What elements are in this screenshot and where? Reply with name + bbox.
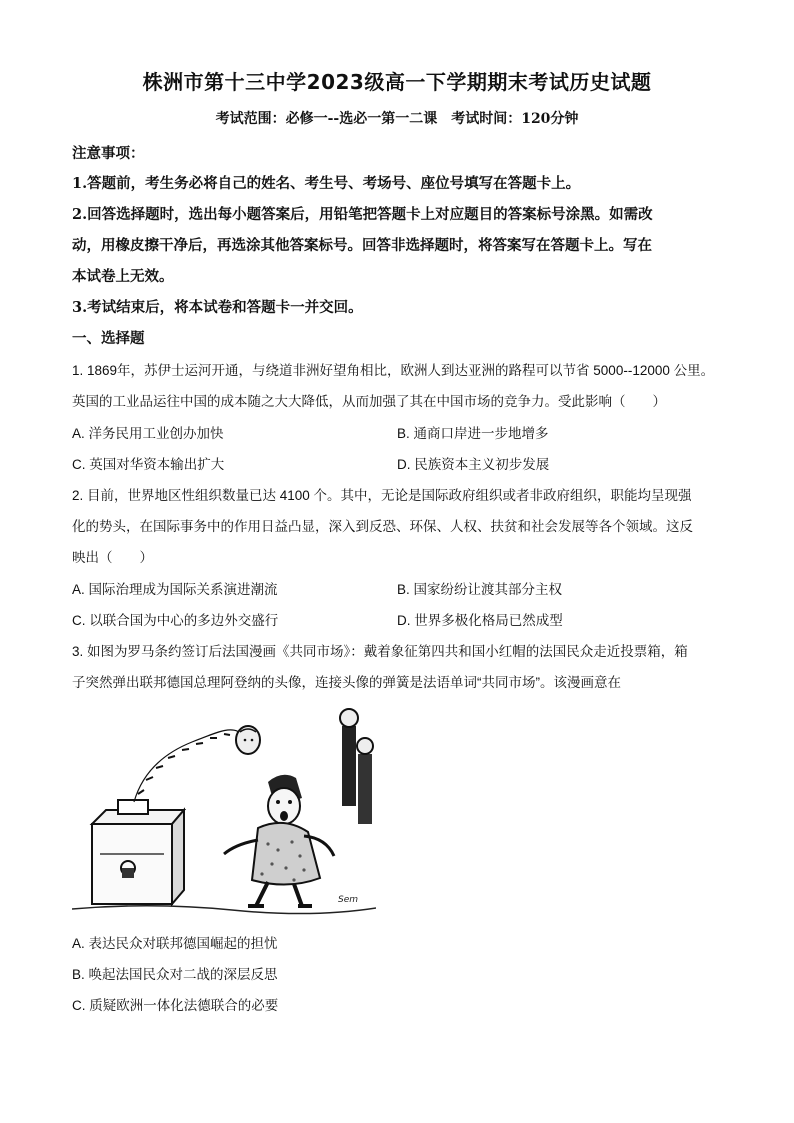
common-market-cartoon: [72, 704, 376, 918]
question-1-option-b: B. 通商口岸进一步地增多: [397, 426, 549, 441]
exam-scope-time: 考试范围：必修一--选必一第一二课 考试时间：120分钟: [215, 111, 579, 127]
notice-item-2: 2.回答选择题时，选出每小题答案后，用铅笔把答题卡上对应题目的答案标号涂黑。如需改: [72, 206, 653, 223]
question-2-line-3: 映出（ ）: [72, 550, 153, 565]
question-1-line-1: 1. 1869年，苏伊士运河开通，与绕道非洲好望角相比，欧洲人到达亚洲的路程可以节省 5000--12000 公里。: [72, 363, 715, 378]
notice-item-2-end: 本试卷上无效。: [72, 268, 174, 285]
question-2-option-b: B. 国家纷纷让渡其部分主权: [397, 582, 563, 597]
cartoonist-signature: Sem: [338, 895, 359, 905]
section-heading: 一、选择题: [72, 330, 145, 347]
notice-heading: 注意事项：: [72, 145, 145, 162]
notice-item-2-cont: 动，用橡皮擦干净后，再选涂其他答案标号。回答非选择题时，将答案写在答题卡上。写在: [72, 237, 652, 254]
question-3-line-1: 3. 如图为罗马条约签订后法国漫画《共同市场》：戴着象征第四共和国小红帽的法国民众走近投票箱，箱: [72, 644, 688, 659]
question-2-line-2: 化的势头，在国际事务中的作用日益凸显，深入到反恐、环保、人权、扶贫和社会发展等各个领域。这反: [72, 519, 693, 534]
notice-item-3: 3.考试结束后，将本试卷和答题卡一并交回。: [72, 299, 363, 316]
adenauer-head: [236, 726, 260, 754]
question-2-option-d: D. 世界多极化格局已然成型: [397, 613, 563, 628]
question-2-option-a: A. 国际治理成为国际关系演进潮流: [72, 582, 278, 597]
notice-item-1: 1.答题前，考生务必将自己的姓名、考生号、考场号、座位号填写在答题卡上。: [72, 175, 581, 192]
question-1-option-a: A. 洋务民用工业创办加快: [72, 426, 224, 441]
question-2-option-c: C. 以联合国为中心的多边外交盛行: [72, 613, 279, 628]
question-1-option-c: C. 英国对华资本输出扩大: [72, 457, 225, 472]
question-1-line-2: 英国的工业品运往中国的成本随之大大降低，从而加强了其在中国市场的竞争力。受此影响（ ）: [72, 394, 666, 409]
question-2-line-1: 2. 目前，世界地区性组织数量已达 4100 个。其中，无论是国际政府组织或者非政府组织，职能均呈现强: [72, 488, 692, 503]
question-3-option-c: C. 质疑欧洲一体化法德联合的必要: [72, 998, 279, 1013]
question-1-option-d: D. 民族资本主义初步发展: [397, 457, 550, 472]
question-3-option-a: A. 表达民众对联邦德国崛起的担忧: [72, 936, 278, 951]
question-3-option-b: B. 唤起法国民众对二战的深层反思: [72, 967, 278, 982]
question-3-line-2: 子突然弹出联邦德国总理阿登纳的头像，连接头像的弹簧是法语单词“共同市场”。该漫画意在: [72, 675, 621, 690]
page-title: 株洲市第十三中学2023级高一下学期期末考试历史试题: [142, 70, 652, 94]
ballot-box: [92, 800, 184, 904]
